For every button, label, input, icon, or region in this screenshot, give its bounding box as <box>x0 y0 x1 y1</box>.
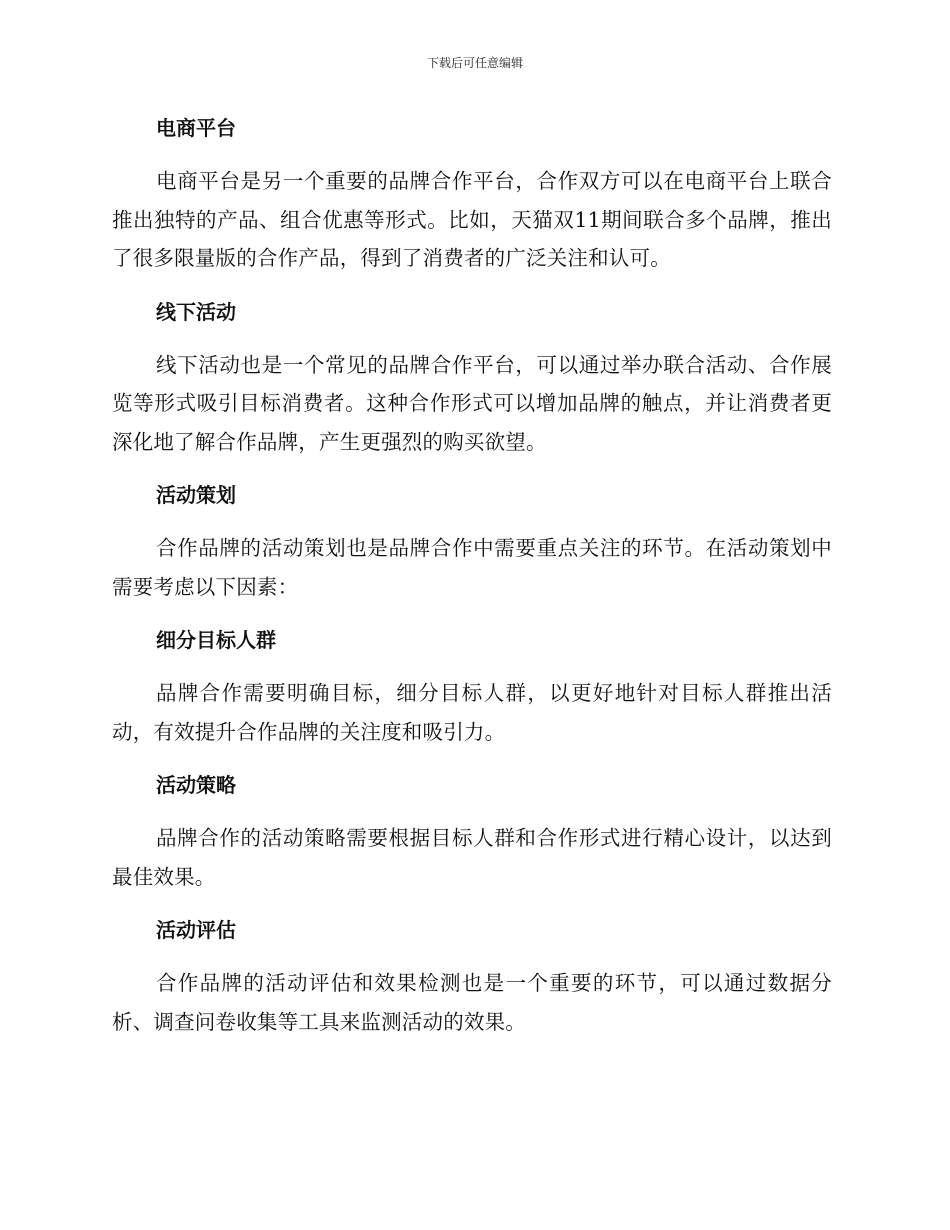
section-paragraph: 电商平台是另一个重要的品牌合作平台，合作双方可以在电商平台上联合推出独特的产品、组合优惠等形式。比如，天猫双11期间联合多个品牌，推出了很多限量版的合作产品，得到了消费者的广泛关注和认可。 <box>112 169 832 270</box>
section-target-segmentation <box>112 620 832 751</box>
section-offline-events <box>112 292 832 462</box>
section-paragraph: 品牌合作需要明确目标，细分目标人群，以更好地针对目标人群推出活动，有效提升合作品牌的关注度和吸引力。 <box>112 681 832 744</box>
section-paragraph: 品牌合作的活动策略需要根据目标人群和合作形式进行精心设计，以达到最佳效果。 <box>112 826 832 889</box>
page-header: 下载后可任意编辑 <box>426 56 523 70</box>
section-heading: 线下活动 <box>156 299 236 324</box>
section-heading: 活动策略 <box>156 773 236 797</box>
section-ecommerce <box>112 108 832 278</box>
section-heading: 活动评估 <box>156 918 236 942</box>
section-event-planning <box>112 475 832 606</box>
section-paragraph: 合作品牌的活动策划也是品牌合作中需要重点关注的环节。在活动策划中需要考虑以下因素： <box>112 536 832 599</box>
section-heading: 活动策划 <box>156 483 236 507</box>
section-heading: 细分目标人群 <box>156 628 276 652</box>
section-heading: 电商平台 <box>156 116 236 140</box>
section-event-evaluation <box>112 910 832 1041</box>
section-paragraph: 线下活动也是一个常见的品牌合作平台，可以通过举办联合活动、合作展览等形式吸引目标消费者。这种合作形式可以增加品牌的触点，并让消费者更深化地了解合作品牌，产生更强烈的购买欲望。 <box>112 352 832 454</box>
section-paragraph: 合作品牌的活动评估和效果检测也是一个重要的环节，可以通过数据分析、调查问卷收集等工具来监测活动的效果。 <box>112 971 832 1034</box>
section-event-strategy <box>112 765 832 896</box>
document-content <box>112 108 832 1055</box>
